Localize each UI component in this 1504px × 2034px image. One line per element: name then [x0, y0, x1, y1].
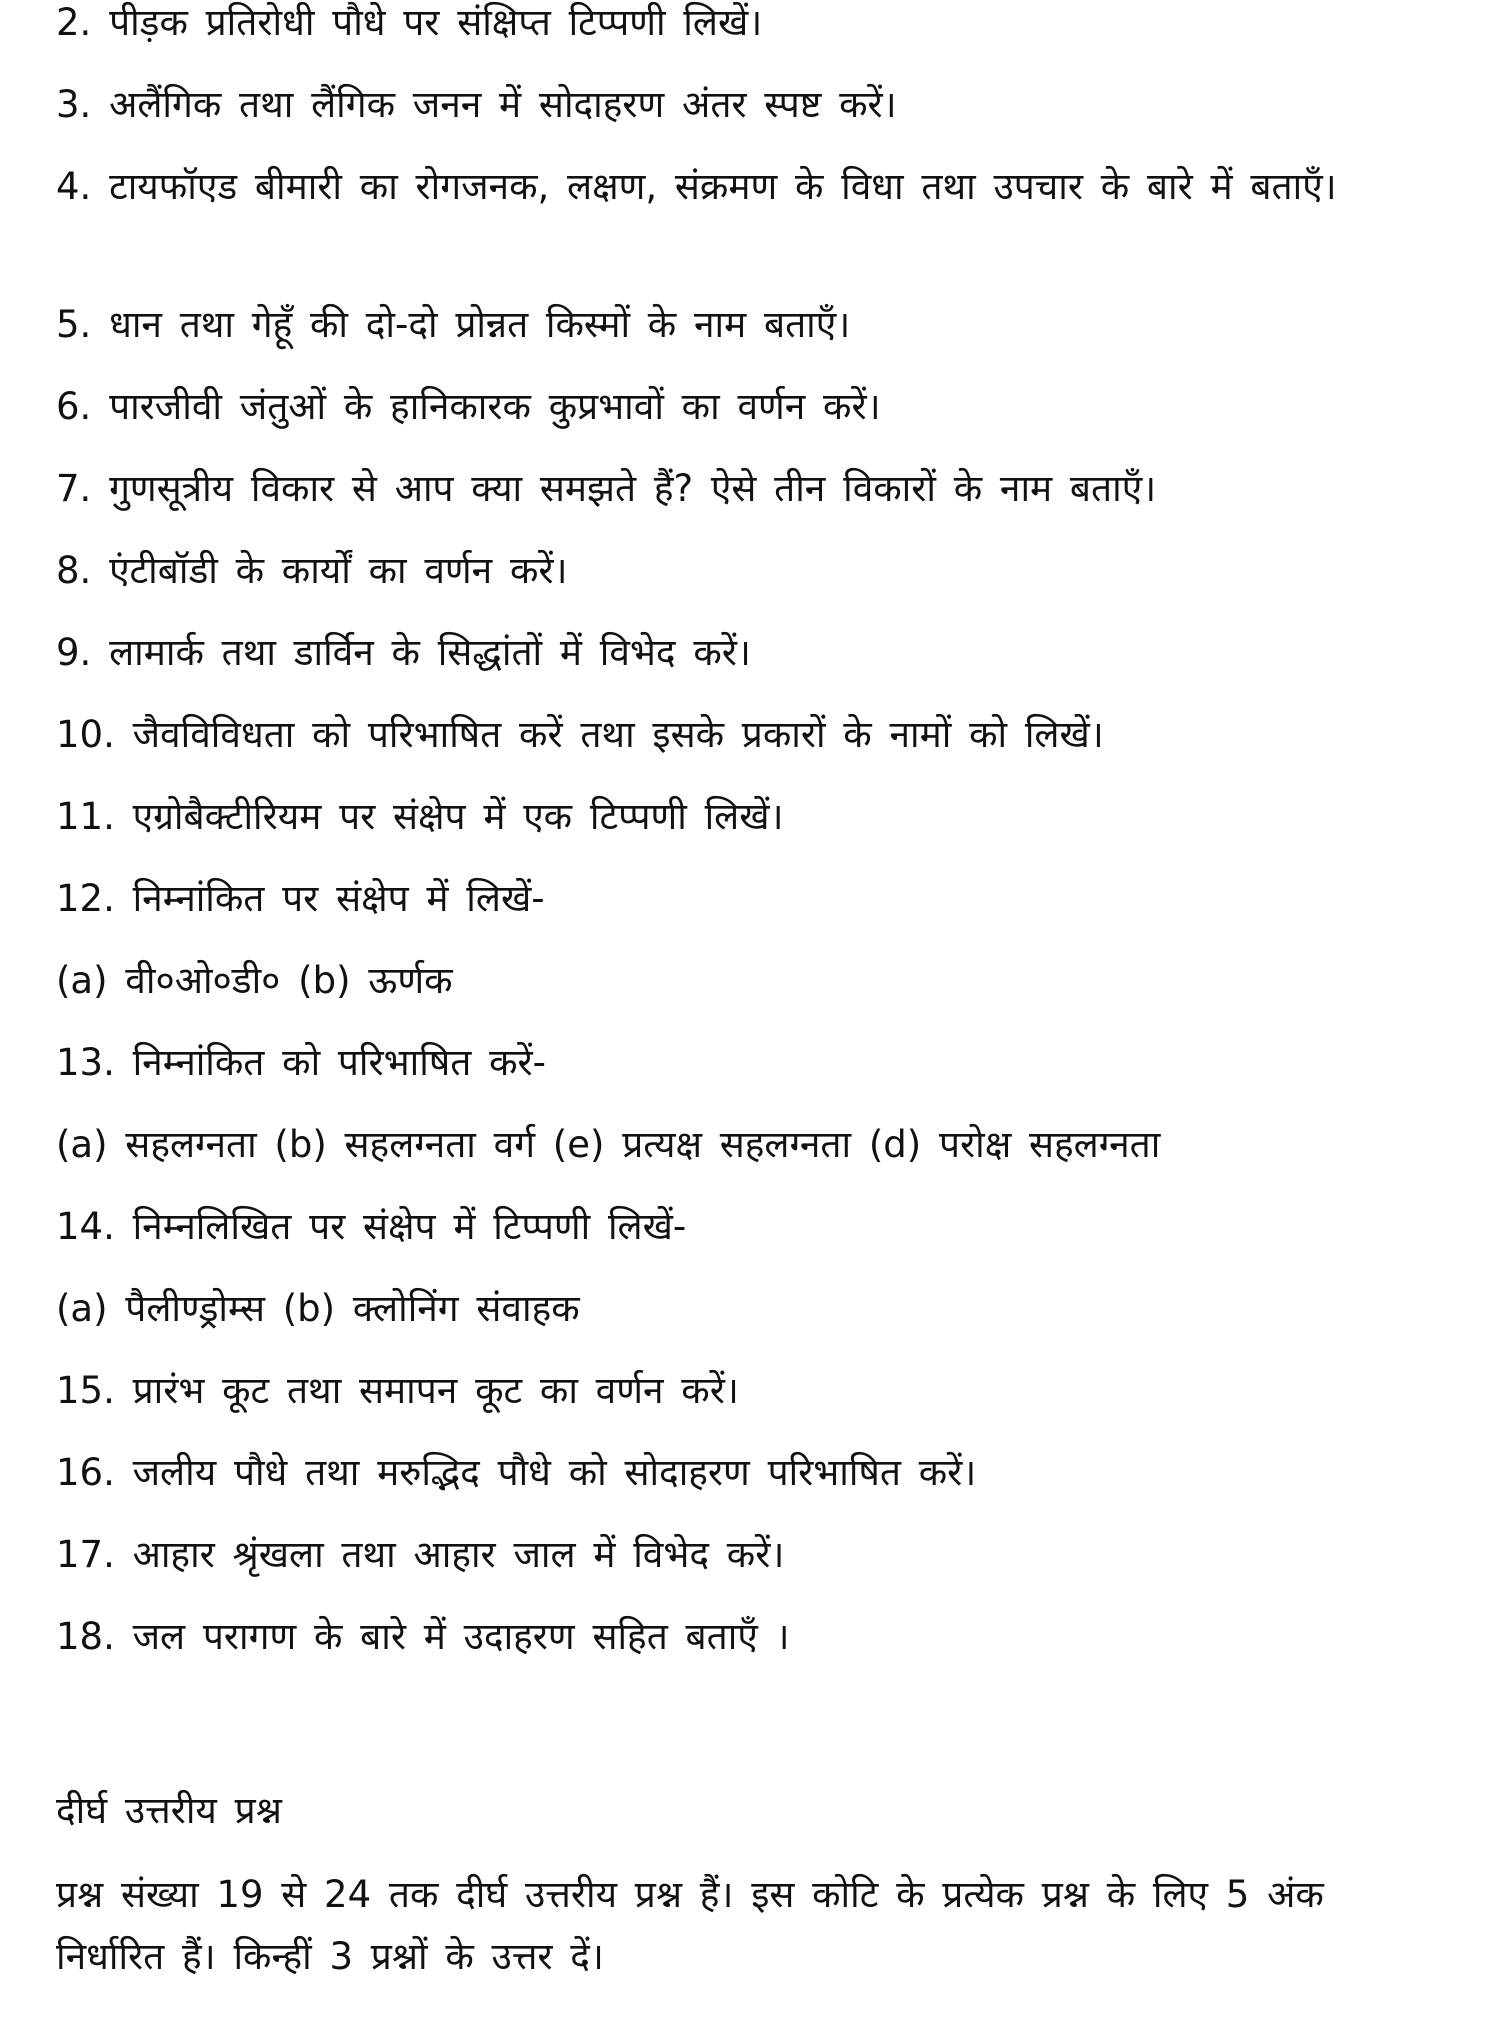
section-instructions: प्रश्न संख्या 19 से 24 तक दीर्घ उत्तरीय प्रश्न हैं। इस कोटि के प्रत्येक प्रश्न के लिए 5 अंक निर्धारित हैं। किन्हीं 3 प्रश्नों के उत्तर दें।: [56, 1873, 1324, 1978]
long-answer-section: [56, 1788, 1444, 1988]
question-11: 11. एग्रोबैक्टीरियम पर संक्षेप में एक टिप्पणी लिखें।: [56, 795, 784, 838]
question-7: 7. गुणसूत्रीय विकार से आप क्या समझते हैं? ऐसे तीन विकारों के नाम बताएँ।: [56, 467, 1157, 510]
question-13: 13. निम्नांकित को परिभाषित करें-: [56, 1041, 546, 1084]
question-10: 10. जैवविविधता को परिभाषित करें तथा इसके प्रकारों के नामों को लिखें।: [56, 713, 1104, 756]
question-9: 9. लामार्क तथा डार्विन के सिद्धांतों में विभेद करें।: [56, 631, 751, 674]
question-3: 3. अलैंगिक तथा लैंगिक जनन में सोदाहरण अंतर स्पष्ट करें।: [56, 83, 897, 126]
question-4: 4. टायफॉएड बीमारी का रोगजनक, लक्षण, संक्रमण के विधा तथा उपचार के बारे में बताएँ।: [56, 165, 1337, 208]
question-17: 17. आहार श्रृंखला तथा आहार जाल में विभेद करें।: [56, 1533, 785, 1576]
question-list: [56, 0, 1444, 1696]
question-6: 6. पारजीवी जंतुओं के हानिकारक कुप्रभावों का वर्णन करें।: [56, 385, 881, 428]
question-16: 16. जलीय पौधे तथा मरुद्भिद पौधे को सोदाहरण परिभाषित करें।: [56, 1451, 977, 1494]
question-14: 14. निम्नलिखित पर संक्षेप में टिप्पणी लिखें-: [56, 1205, 687, 1248]
question-12: 12. निम्नांकित पर संक्षेप में लिखें-: [56, 877, 545, 920]
question-14-options: (a) पैलीण्ड्रोम्स (b) क्लोनिंग संवाहक: [56, 1287, 580, 1330]
question-12-options: (a) वी०ओ०डी० (b) ऊर्णक: [56, 959, 453, 1002]
question-5: 5. धान तथा गेहूँ की दो-दो प्रोन्नत किस्मों के नाम बताएँ।: [56, 303, 851, 346]
question-18: 18. जल परागण के बारे में उदाहरण सहित बताएँ ।: [56, 1615, 790, 1658]
question-8: 8. एंटीबॉडी के कार्यों का वर्णन करें।: [56, 549, 568, 592]
question-13-options: (a) सहलग्नता (b) सहलग्नता वर्ग (e) प्रत्यक्ष सहलग्नता (d) परोक्ष सहलग्नता: [56, 1123, 1161, 1166]
question-2: 2. पीड़क प्रतिरोधी पौधे पर संक्षिप्त टिप्पणी लिखें।: [56, 1, 763, 44]
section-title: दीर्घ उत्तरीय प्रश्न: [56, 1789, 282, 1832]
question-15: 15. प्रारंभ कूट तथा समापन कूट का वर्णन करें।: [56, 1369, 739, 1412]
